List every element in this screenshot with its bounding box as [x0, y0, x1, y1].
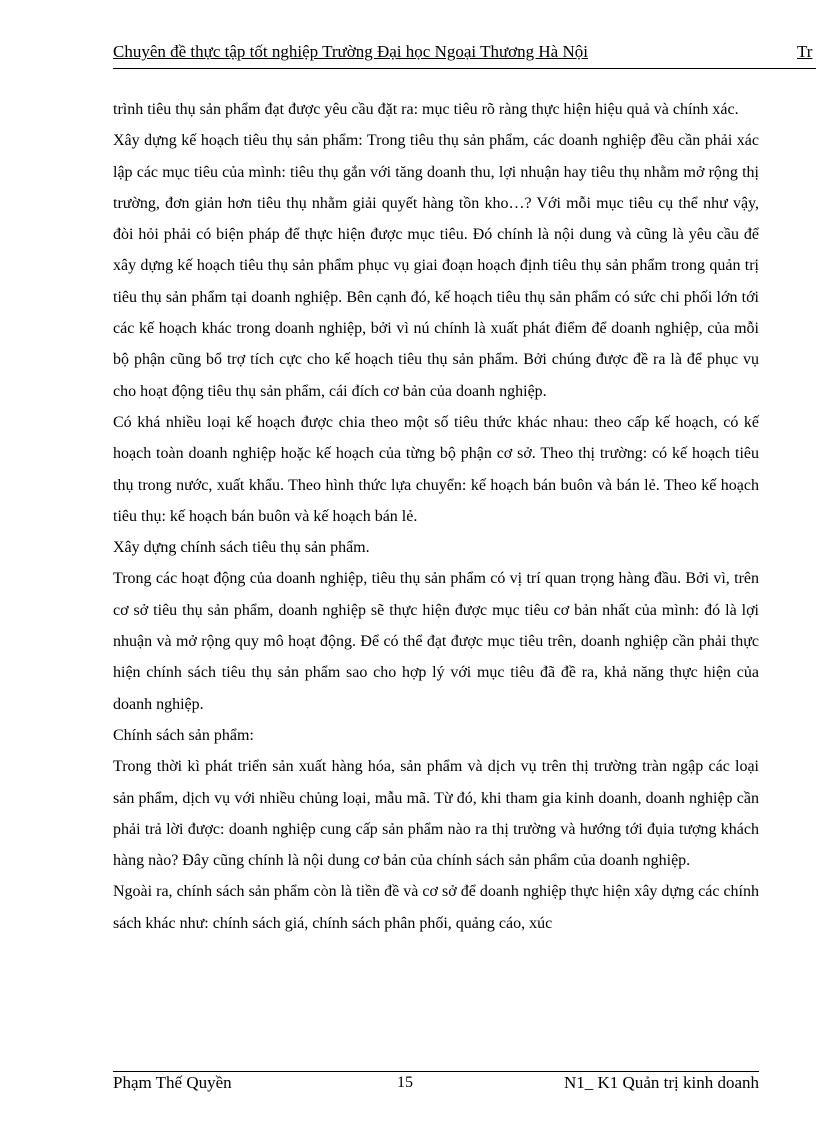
- body-text: [113, 94, 759, 939]
- paragraph: trình tiêu thụ sản phẩm đạt được yêu cầu đặt ra: mục tiêu rõ ràng thực hiện hiệu quả và chính xác.: [113, 101, 739, 118]
- page-header: [113, 40, 816, 69]
- paragraph: Chính sách sản phẩm:: [113, 726, 254, 744]
- paragraph: Xây dựng kế hoạch tiêu thụ sản phẩm: Trong tiêu thụ sản phẩm, các doanh nghiệp đều cần phải xác lập các mục tiêu của mình: tiêu thụ gắn với tăng doanh thu, lợi nhuận hay tiêu thụ nhằm mở rộng thị trường, đơn giản hơn tiêu thụ nhằm giải quyết hàng tồn kho…? Với mỗi mục tiêu cụ thể như vậy, đòi hỏi phải có biện pháp để thực hiện được mục tiêu. Đó chính là nội dung và cũng là yêu cầu để xây dựng kế hoạch tiêu thụ sản phẩm phục vụ giai đoạn hoạch định tiêu thụ sản phẩm trong quản trị tiêu thụ sản phẩm tại doanh nghiệp. Bên cạnh đó, kế hoạch tiêu thụ sản phẩm có sức chi phối lớn tới các kế hoạch khác trong doanh nghiệp, bởi vì nú chính là xuất phát điểm để doanh nghiệp, của mỗi bộ phận cũng bổ trợ tích cực cho kế hoạch tiêu thụ sản phẩm. Bởi chúng được đề ra là để phục vụ cho hoạt động tiêu thụ sản phẩm, cái đích cơ bản của doanh nghiệp.: [113, 132, 759, 400]
- paragraph: Trong các hoạt động của doanh nghiệp, tiêu thụ sản phẩm có vị trí quan trọng hàng đầu. Bởi vì, trên cơ sở tiêu thụ sản phẩm, doanh nghiệp sẽ thực hiện được mục tiêu cơ bản nhất của mình: đó là lợi nhuận và mở rộng quy mô hoạt động. Để có thể đạt được mục tiêu trên, doanh nghiệp cần phải thực hiện chính sách tiêu thụ sản phẩm sao cho hợp lý với mục tiêu đã đề ra, khả năng thực hiện của doanh nghiệp.: [113, 570, 759, 713]
- paragraph: Ngoài ra, chính sách sản phẩm còn là tiền đề và cơ sở để doanh nghiệp thực hiện xây dựng các chính sách khác như: chính sách giá, chính sách phân phối, quảng cáo, xúc: [113, 883, 759, 932]
- header-right-truncated: Tr: [797, 42, 813, 61]
- paragraph: Trong thời kì phát triển sản xuất hàng hóa, sản phẩm và dịch vụ trên thị trường tràn ngập các loại sản phẩm, dịch vụ với nhiều chủng loại, mẫu mã. Từ đó, khi tham gia kinh doanh, doanh nghiệp cần phải trả lời được: doanh nghiệp cung cấp sản phẩm nào ra thị trường và hướng tới đụia tượng khách hàng nào? Đây cũng chính là nội dung cơ bản của chính sách sản phẩm của doanh nghiệp.: [113, 758, 759, 870]
- page-footer: [113, 1072, 759, 1096]
- page-number: 15: [397, 1074, 413, 1091]
- paragraph: Xây dựng chính sách tiêu thụ sản phẩm.: [113, 539, 370, 557]
- paragraph: Có khá nhiều loại kế hoạch được chia theo một số tiêu thức khác nhau: theo cấp kế hoạch, có kế hoạch toàn doanh nghiệp hoặc kế hoạch của từng bộ phận cơ sở. Theo thị trường: có kế hoạch tiêu thụ trong nước, xuất khẩu. Theo hình thức lựa chuyển: kế hoạch bán buôn và bán lẻ. Theo kế hoạch tiêu thụ: kế hoạch bán buôn và kế hoạch bán lẻ.: [113, 413, 759, 525]
- footer-class-info: N1_ K1 Quản trị kinh doanh: [563, 1073, 759, 1092]
- footer-author: Phạm Thế Quyền: [113, 1073, 232, 1092]
- header-title: Chuyên đề thực tập tốt nghiệp Trường Đại học Ngoại Thương Hà Nội: [113, 42, 588, 61]
